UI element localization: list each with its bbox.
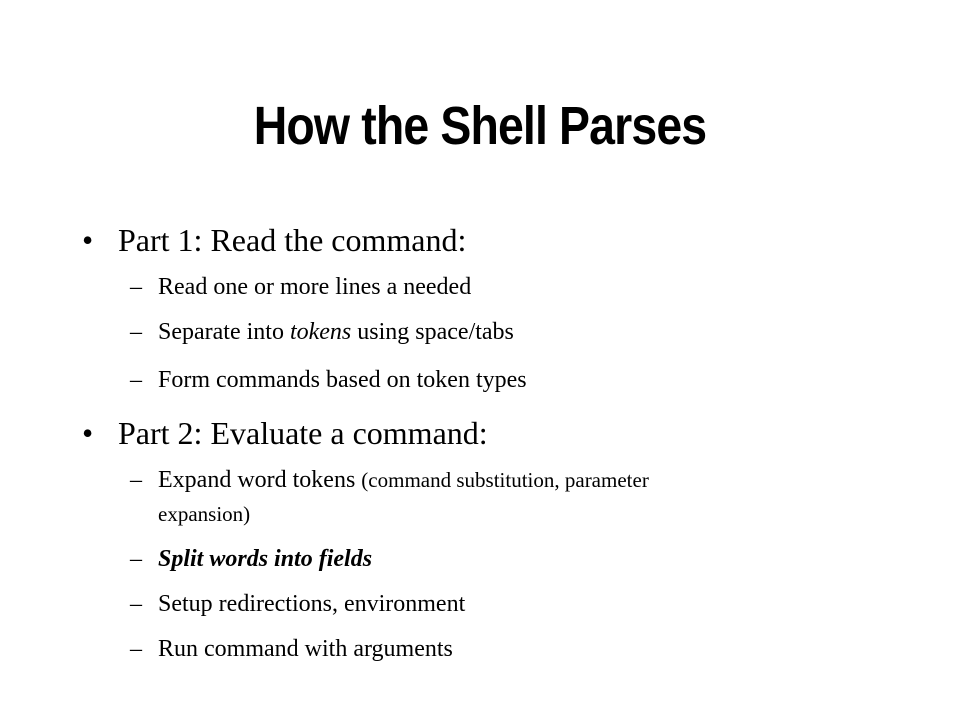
part2-item-1-paren: (command substitution, parameter (361, 468, 649, 492)
part2-item-3 (130, 589, 465, 619)
part2-item-2 (130, 544, 372, 574)
dash-icon: – (130, 319, 142, 345)
part2-label: Part 2: Evaluate a command: (118, 415, 488, 451)
dash-icon: – (130, 274, 142, 300)
dash-icon: – (130, 591, 142, 617)
part1-item-2-post: using space/tabs (351, 319, 514, 345)
dash-icon: – (130, 546, 142, 572)
part1-item-3-text: Form commands based on token types (158, 367, 527, 393)
bullet-icon: • (82, 222, 94, 258)
part1-item-2-pre: Separate into (158, 319, 290, 345)
dash-icon: – (130, 367, 142, 393)
part2-item-2-text: Split words into fields (158, 546, 373, 572)
part1-item-1-text: Read one or more lines a needed (158, 274, 472, 300)
dash-icon: – (130, 467, 142, 493)
part1-item-1 (130, 272, 471, 302)
part2-item-3-text: Setup redirections, environment (158, 591, 466, 617)
dash-icon: – (130, 636, 142, 662)
part1-item-3 (130, 365, 527, 395)
part2-item-1 (130, 465, 649, 495)
part2-item-4-text: Run command with arguments (158, 636, 453, 662)
part1-item-2 (130, 317, 514, 347)
part1-label: Part 1: Read the command: (118, 222, 467, 258)
part2-item-1-main: Expand word tokens (158, 467, 362, 493)
bullet-icon: • (82, 415, 94, 451)
part1-item-2-emphasis: tokens (289, 319, 352, 345)
part2-item-4 (130, 634, 453, 664)
slide-title: How the Shell Parses (253, 96, 707, 156)
bullet-part1 (82, 220, 466, 260)
bullet-part2 (82, 413, 488, 453)
part2-item-1-continuation: expansion) (158, 502, 251, 526)
